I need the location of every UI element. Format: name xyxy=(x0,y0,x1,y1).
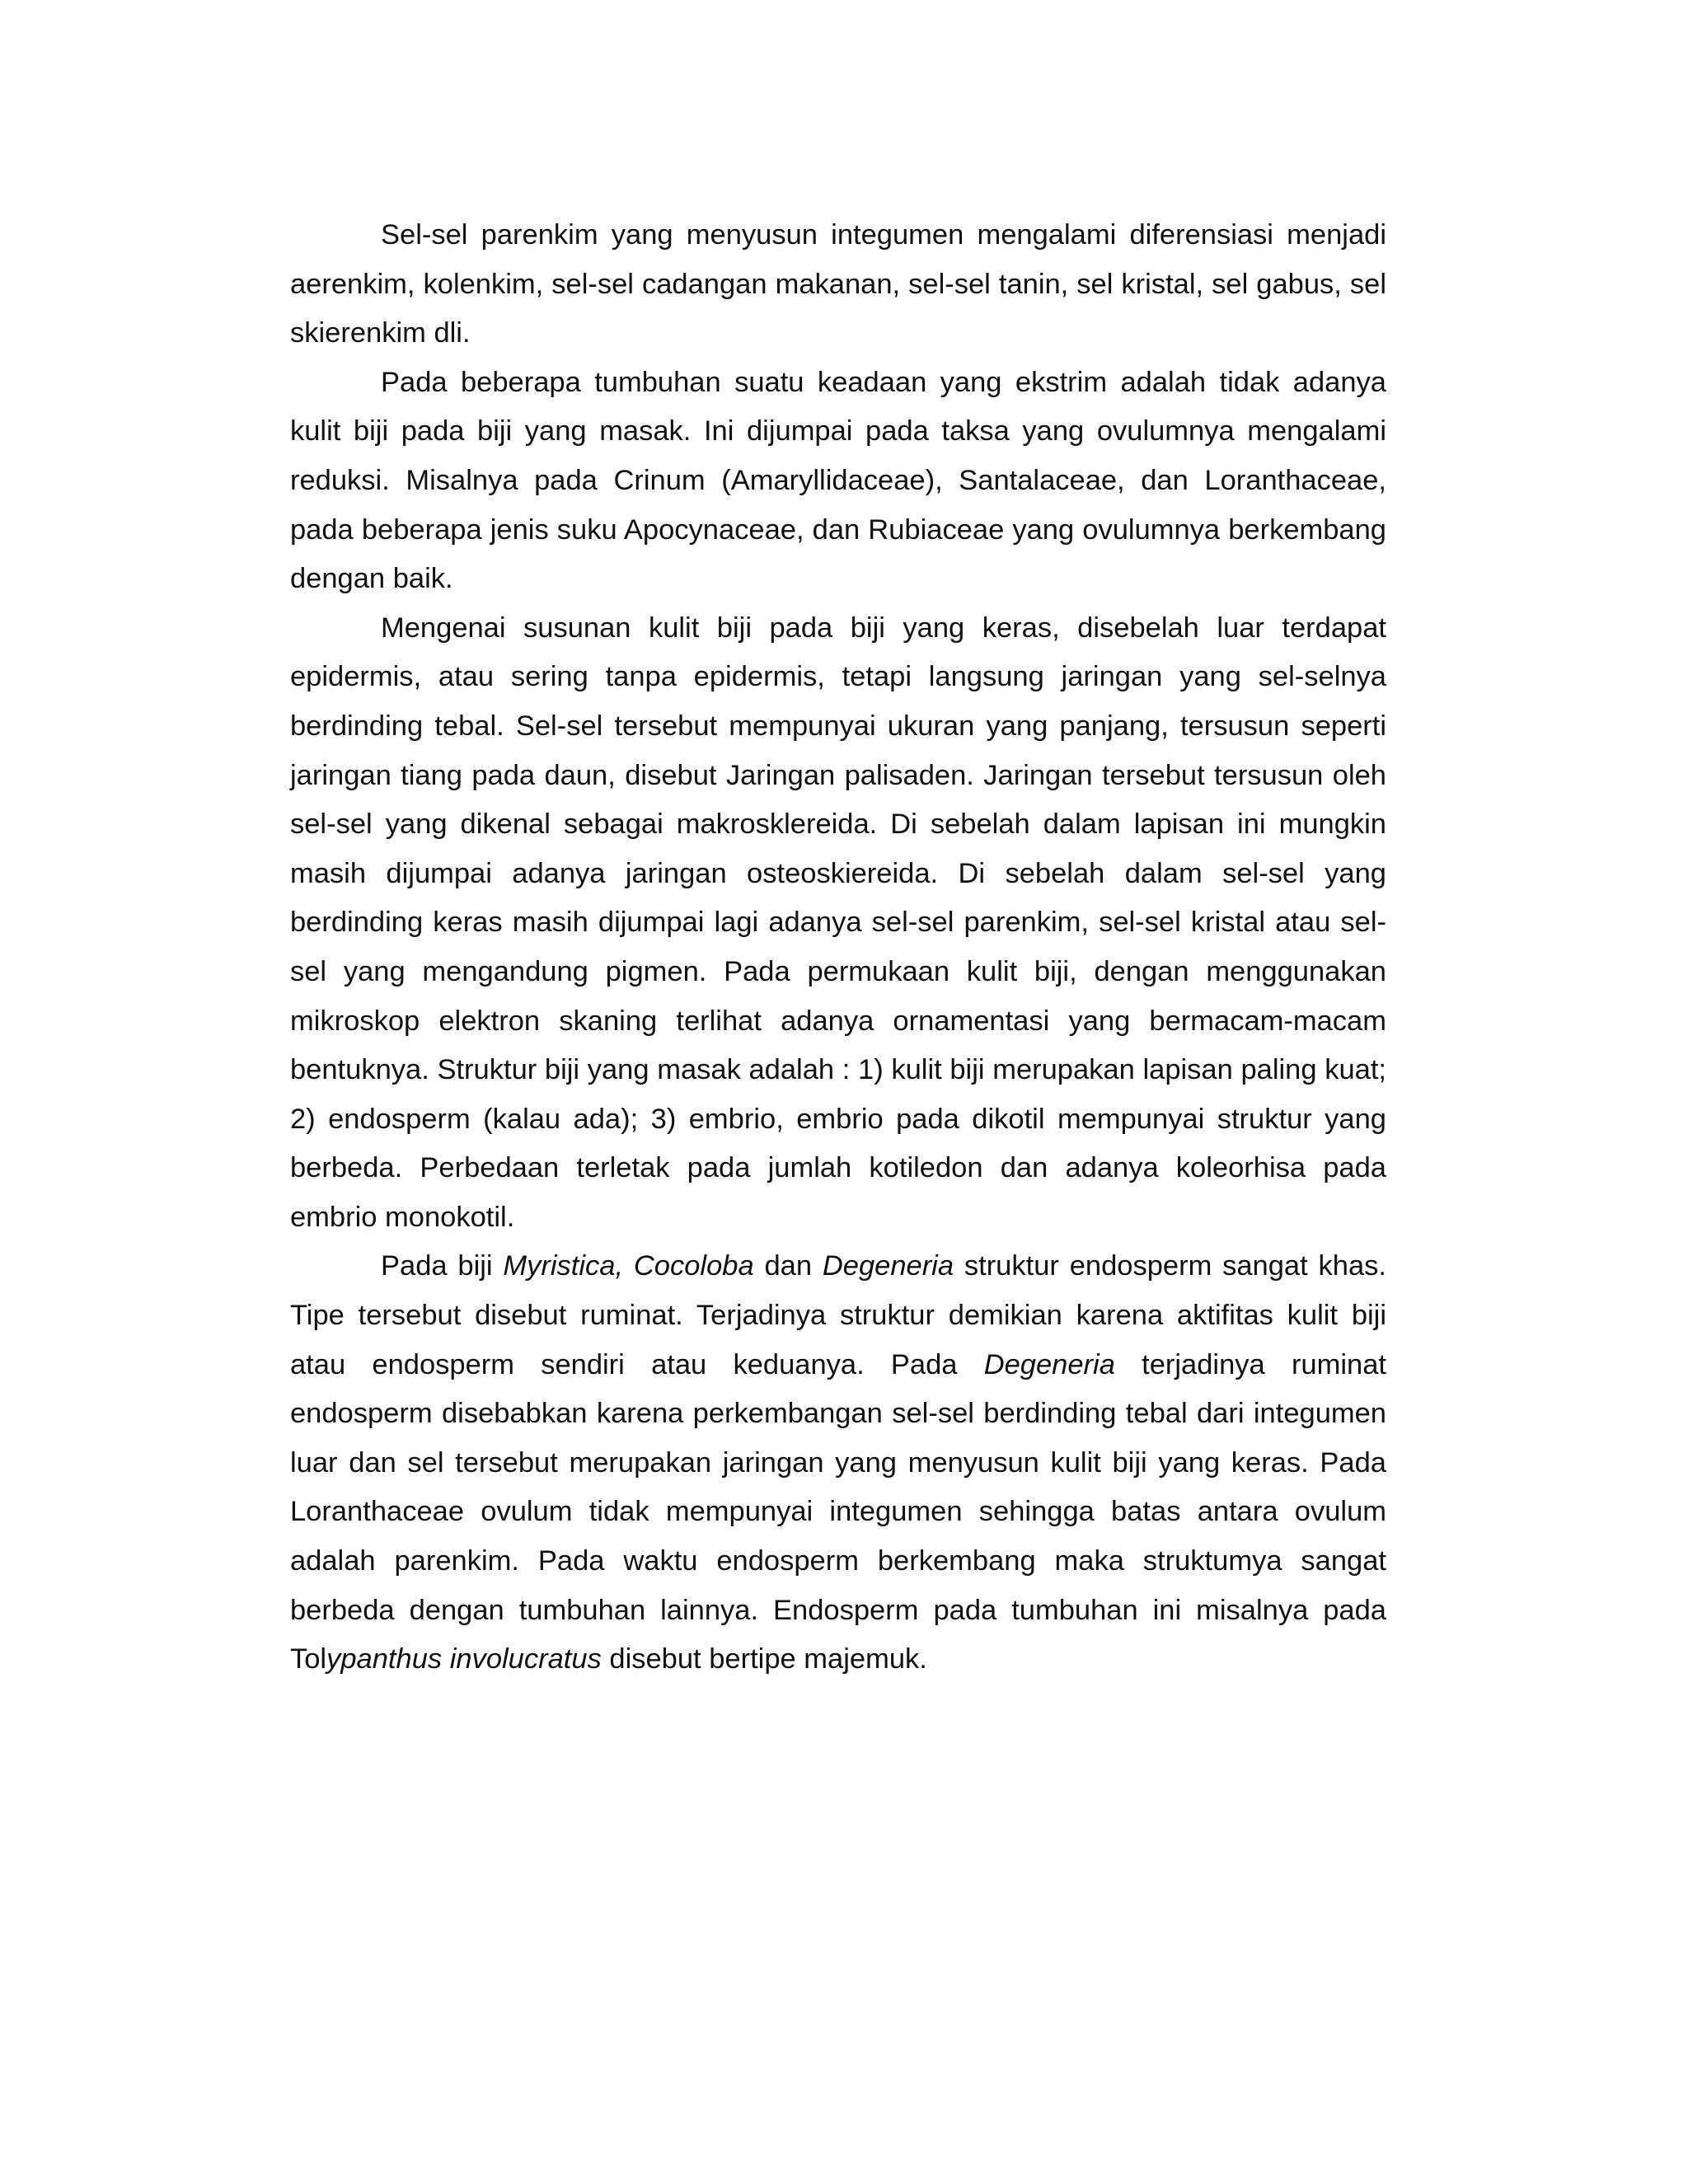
paragraph-1 xyxy=(290,211,1386,359)
paragraph-text: dan xyxy=(753,1250,823,1282)
body-text xyxy=(290,211,1386,1685)
paragraph-text: Sel-sel parenkim yang menyusun integumen mengalami diferensiasi menjadi aerenkim, kolenkim, sel-sel cadangan makanan, sel-sel tanin, sel kristal, sel gabus, sel skierenkim dli. xyxy=(290,219,1386,349)
paragraph-3 xyxy=(290,604,1386,1243)
paragraph-text: struktur endosperm sangat khas. Tipe tersebut disebut ruminat. Terjadinya struktur demikian karena aktifitas kulit biji atau endosperm sendiri atau keduanya. Pada xyxy=(290,1250,1386,1380)
italic-genus-name: Degeneria xyxy=(983,1348,1115,1380)
italic-species-name: ypanthus involucratus xyxy=(326,1643,602,1675)
paragraph-2 xyxy=(290,359,1386,604)
paragraph-text: terjadinya ruminat endosperm disebabkan karena perkembangan sel-sel berdinding tebal dari integumen luar dan sel tersebut merupakan jaringan yang menyusun kulit biji yang keras. Pada Loranthaceae ovulum tidak mempunyai integumen sehingga batas antara ovulum adalah parenkim. Pada waktu endosperm berkembang maka struktumya sangat berbeda dengan tumbuhan lainnya. Endosperm pada tumbuhan ini misalnya pada Tol xyxy=(290,1348,1386,1675)
paragraph-text: disebut bertipe majemuk. xyxy=(601,1643,927,1675)
paragraph-4 xyxy=(290,1242,1386,1684)
paragraph-text: Pada beberapa tumbuhan suatu keadaan yang ekstrim adalah tidak adanya kulit biji pada biji yang masak. Ini dijumpai pada taksa yang ovulumnya mengalami reduksi. Misalnya pada Crinum (Amaryllidaceae), Santalaceae, dan Loranthaceae, pada beberapa jenis suku Apocynaceae, dan Rubiaceae yang ovulumnya berkembang dengan baik. xyxy=(290,366,1386,595)
paragraph-text: Mengenai susunan kulit biji pada biji yang keras, disebelah luar terdapat epidermis, atau sering tanpa epidermis, tetapi langsung jaringan yang sel-selnya berdinding tebal. Sel-sel tersebut mempunyai ukuran yang panjang, tersusun seperti jaringan tiang pada daun, disebut Jaringan palisaden. Jaringan tersebut tersusun oleh sel-sel yang dikenal sebagai makrosklereida. Di sebelah dalam lapisan ini mungkin masih dijumpai adanya jaringan osteoskiereida. Di sebelah dalam sel-sel yang berdinding keras masih dijumpai lagi adanya sel-sel parenkim, sel-sel kristal atau sel-sel yang mengandung pigmen. Pada permukaan kulit biji, dengan menggunakan mikroskop elektron skaning terlihat adanya ornamentasi yang bermacam-macam bentuknya. Struktur biji yang masak adalah : 1) kulit biji merupakan lapisan paling kuat; 2) endosperm (kalau ada); 3) embrio, embrio pada dikotil mempunyai struktur yang berbeda. Perbedaan terletak pada jumlah kotiledon dan adanya koleorhisa pada embrio monokotil. xyxy=(290,612,1386,1233)
italic-genus-name: Degeneria xyxy=(822,1250,954,1282)
italic-genus-names: Myristica, Cocoloba xyxy=(503,1250,754,1282)
paragraph-text: Pada biji xyxy=(381,1250,504,1282)
